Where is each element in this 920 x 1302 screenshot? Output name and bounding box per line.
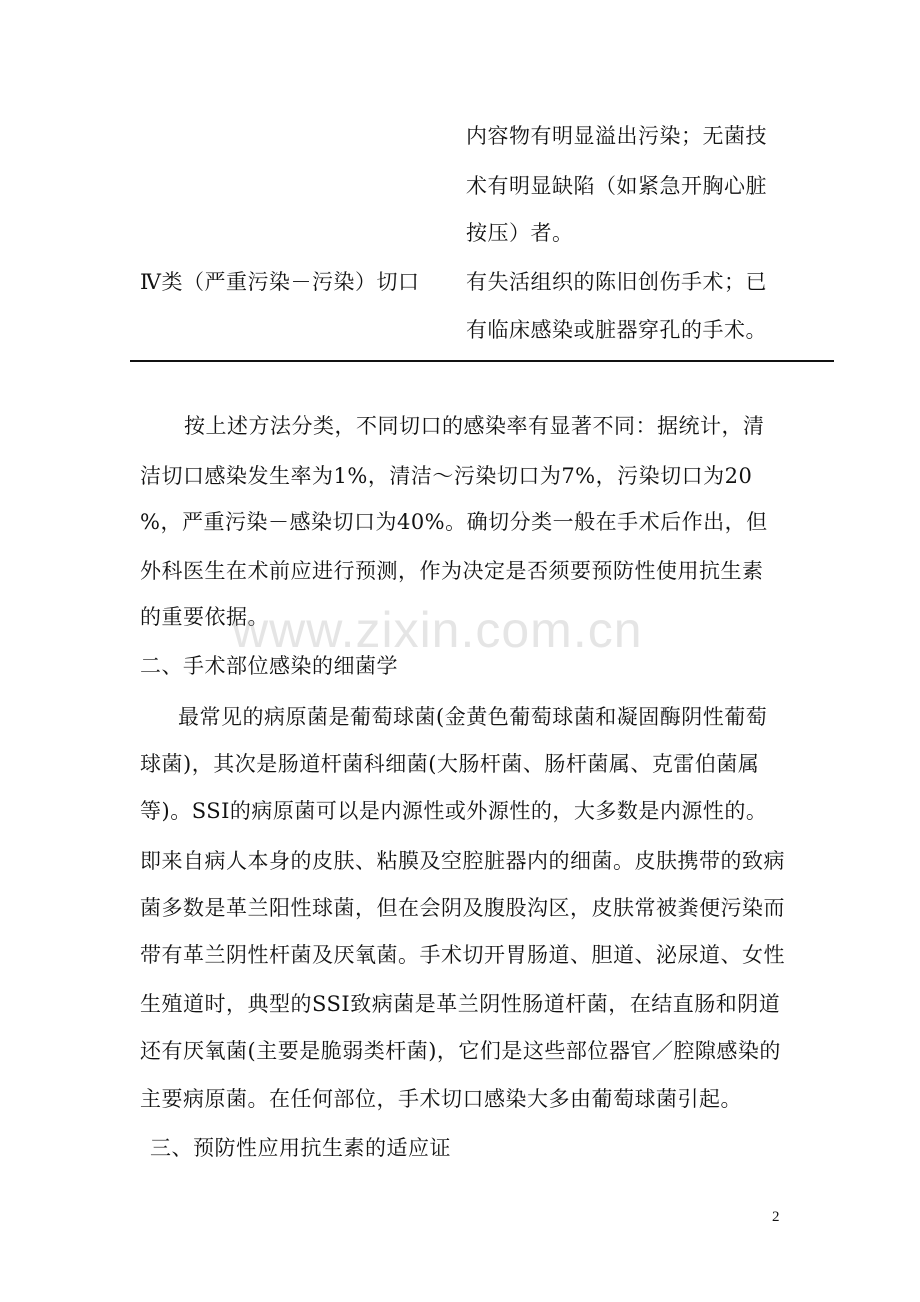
paragraph1-line2: 洁切口感染发生率为1%，清洁～污染切口为7%，污染切口为20	[140, 464, 753, 488]
table-row2-label: Ⅳ类（严重污染－污染）切口	[140, 270, 420, 294]
paragraph1-line4: 外科医生在术前应进行预测，作为决定是否须要预防性使用抗生素	[140, 559, 764, 583]
paragraph1-line3: %，严重污染－感染切口为40%。确切分类一般在手术后作出，但	[140, 510, 768, 534]
section-heading-3: 三、预防性应用抗生素的适应证	[150, 1136, 451, 1160]
table-row2-desc-line1: 有失活组织的陈旧创伤手术；已	[466, 270, 767, 294]
table-row1-desc-line2: 术有明显缺陷（如紧急开胸心脏	[466, 174, 767, 198]
paragraph2-line4: 即来自病人本身的皮肤、粘膜及空腔脏器内的细菌。皮肤携带的致病	[140, 849, 785, 873]
table-row2-desc-line2: 有临床感染或脏器穿孔的手术。	[466, 318, 767, 342]
paragraph1-line5: 的重要依据。	[140, 605, 269, 629]
section-heading-2: 二、手术部位感染的细菌学	[140, 654, 398, 678]
paragraph2-line7: 生殖道时，典型的SSI致病菌是革兰阴性肠道杆菌，在结直肠和阴道	[140, 992, 781, 1016]
table-bottom-rule	[130, 360, 834, 362]
paragraph2-line9: 主要病原菌。在任何部位，手术切口感染大多由葡萄球菌引起。	[140, 1087, 742, 1111]
paragraph2-line1: 最常见的病原菌是葡萄球菌(金黄色葡萄球菌和凝固酶阴性葡萄	[178, 705, 768, 729]
paragraph2-line3: 等)。SSI的病原菌可以是内源性或外源性的，大多数是内源性的。	[140, 799, 768, 823]
paragraph2-line8: 还有厌氧菌(主要是脆弱类杆菌)，它们是这些部位器官／腔隙感染的	[140, 1039, 781, 1063]
paragraph2-line5: 菌多数是革兰阳性球菌，但在会阴及腹股沟区，皮肤常被粪便污染而	[140, 896, 785, 920]
paragraph2-line2: 球菌)，其次是肠道杆菌科细菌(大肠杆菌、肠杆菌属、克雷伯菌属	[140, 752, 760, 776]
page-number: 2	[772, 1209, 780, 1225]
watermark: www.zixin.com.cn	[232, 602, 643, 658]
table-row1-desc-line3: 按压）者。	[466, 221, 574, 245]
paragraph1-line1: 按上述方法分类，不同切口的感染率有显著不同：据统计，清	[184, 414, 765, 438]
table-row1-desc-line1: 内容物有明显溢出污染；无菌技	[466, 124, 767, 148]
paragraph2-line6: 带有革兰阴性杆菌及厌氧菌。手术切开胃肠道、胆道、泌尿道、女性	[140, 943, 785, 967]
